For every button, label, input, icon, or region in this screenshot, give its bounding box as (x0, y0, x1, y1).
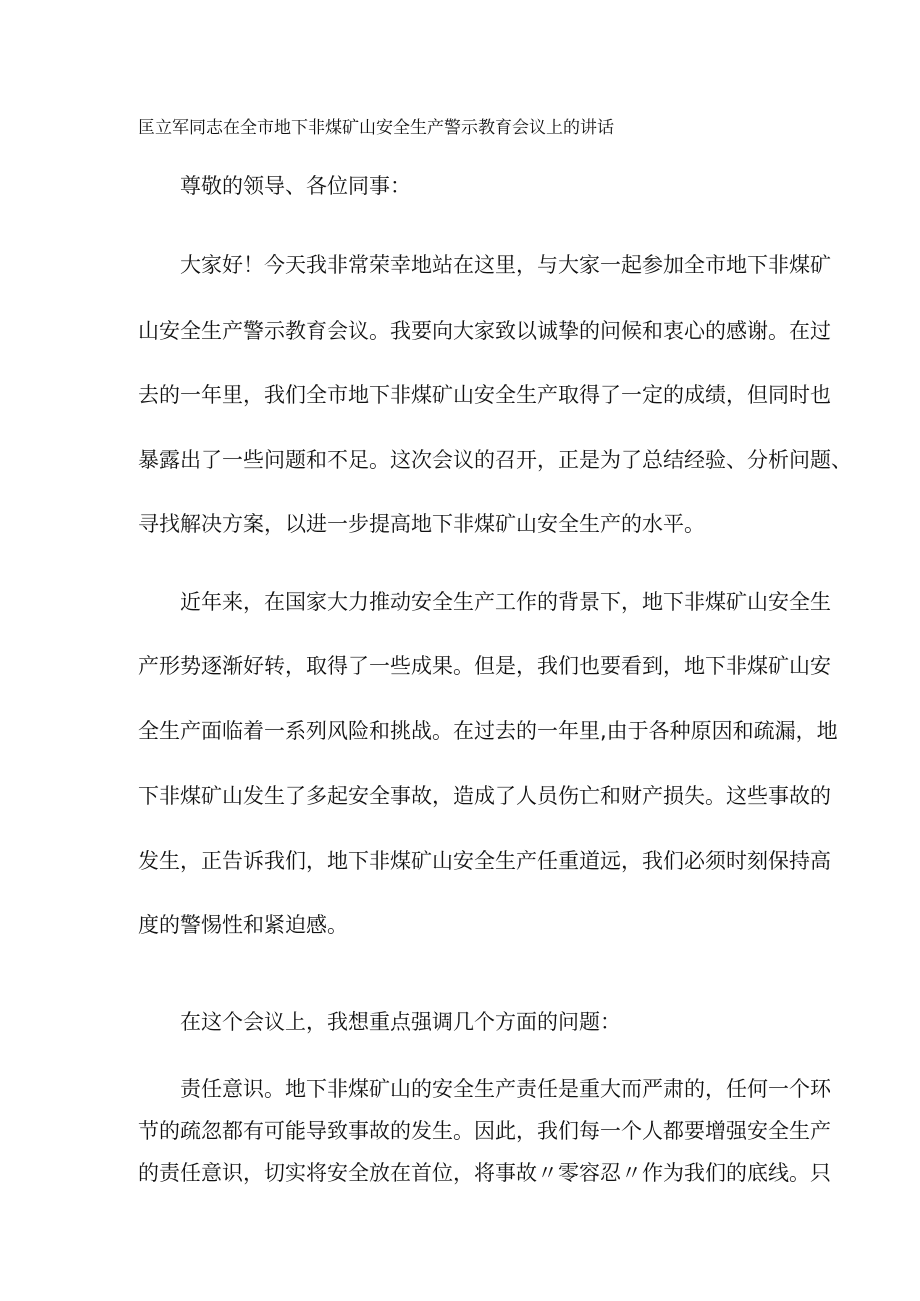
paragraph-line: 去的一年里，我们全市地下非煤矿山安全生产取得了一定的成绩，但同时也 (138, 383, 831, 407)
paragraph-line: 山安全生产警示教育会议。我要向大家致以诚挚的问候和衷心的感谢。在过 (138, 319, 831, 343)
paragraph-line: 寻找解决方案，以进一步提高地下非煤矿山安全生产的水平。 (138, 512, 705, 536)
document-title: 匡立军同志在全市地下非煤矿山安全生产警示教育会议上的讲话 (138, 118, 614, 138)
paragraph-line: 责任意识。地下非煤矿山的安全生产责任是重大而严肃的，任何一个环 (180, 1077, 831, 1101)
paragraph-line: 发生，正告诉我们，地下非煤矿山安全生产任重道远，我们必须时刻保持高 (138, 849, 831, 873)
paragraph-line: 大家好！今天我非常荣幸地站在这里，与大家一起参加全市地下非煤矿 (180, 253, 831, 277)
salutation: 尊敬的领导、各位同事： (180, 174, 411, 198)
paragraph-line: 近年来，在国家大力推动安全生产工作的背景下，地下非煤矿山安全生 (180, 590, 831, 614)
paragraph-line: 下非煤矿山发生了多起安全事故，造成了人员伤亡和财产损失。这些事故的 (138, 784, 831, 808)
paragraph-line: 全生产面临着一系列风险和挑战。在过去的一年里,由于各种原因和疏漏，地 (138, 719, 838, 743)
paragraph-line: 度的警惕性和紧迫感。 (138, 913, 348, 937)
paragraph-line: 节的疏忽都有可能导致事故的发生。因此，我们每一个人都要增强安全生产 (138, 1119, 831, 1143)
paragraph-line: 在这个会议上，我想重点强调几个方面的问题： (180, 1010, 621, 1034)
paragraph-line: 产形势逐渐好转，取得了一些成果。但是，我们也要看到，地下非煤矿山安 (138, 654, 831, 678)
paragraph-line: 暴露出了一些问题和不足。这次会议的召开，正是为了总结经验、分析问题、 (138, 448, 852, 472)
paragraph-line: 的责任意识，切实将安全放在首位，将事故〃零容忍〃作为我们的底线。只 (138, 1161, 831, 1185)
